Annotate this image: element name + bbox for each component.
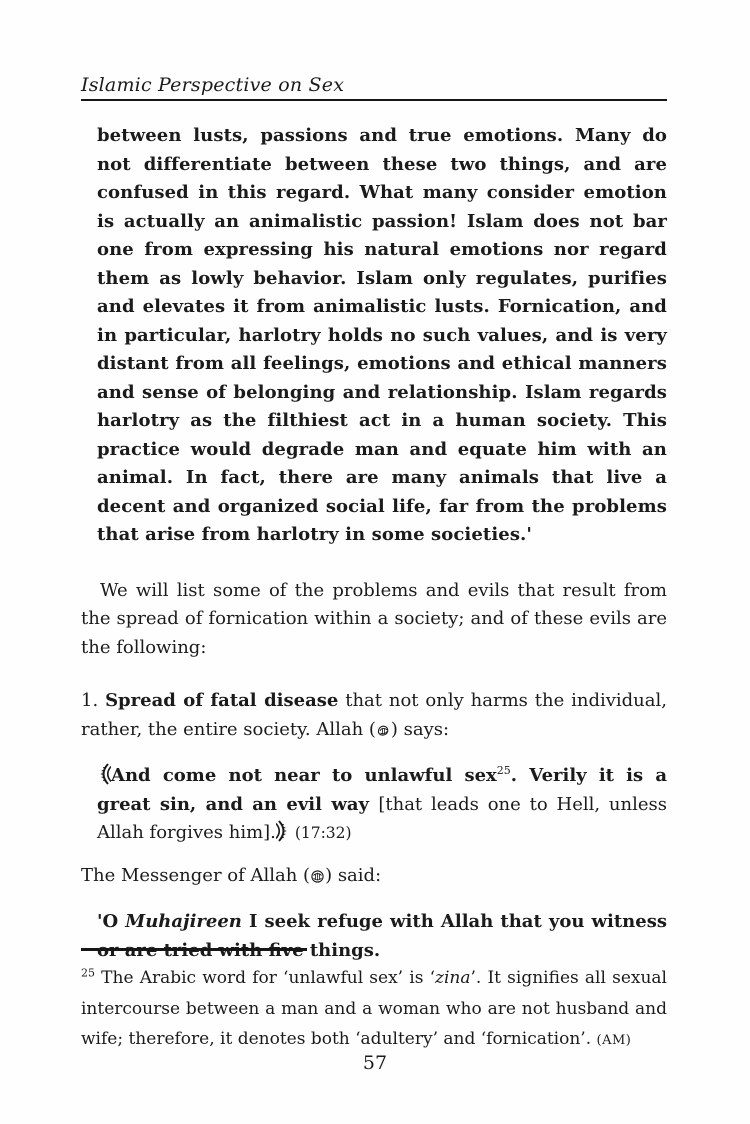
- footnote-separator-rule: [81, 948, 307, 951]
- footnote-text-b: ’. It signifies all sexual intercourse between a man and a woman who are not husband and wife; therefore, it denotes both ‘adultery’ and ‘fornication’.: [81, 968, 667, 1049]
- page-content: [81, 74, 667, 965]
- honorific-jalla-jalaluhu-icon: [376, 723, 391, 738]
- list-item-lead: Spread of fatal disease: [105, 690, 339, 711]
- page-number: 57: [362, 1052, 388, 1074]
- list-item-text-b: ) says:: [390, 718, 450, 740]
- footnote-text-a: The Arabic word for ‘unlawful sex’ is ‘: [95, 968, 435, 988]
- verse-reference: (17:32): [289, 824, 352, 842]
- list-item-1-paragraph: [81, 687, 667, 744]
- page-title: Islamic Perspective on Sex: [81, 74, 345, 96]
- hadith-italic-term: Muhajireen: [125, 911, 242, 932]
- footnote-source: (AM): [596, 1033, 632, 1048]
- footnote-area: [81, 948, 667, 1057]
- footnote-25: [81, 963, 667, 1057]
- ornate-open-bracket-icon: [97, 763, 111, 785]
- quran-quote-paragraph: [97, 762, 667, 848]
- running-header: [81, 74, 667, 101]
- hadith-bold-b: I seek refuge with Allah that you witness or are tried with five things.: [97, 911, 667, 961]
- list-item-number: 1.: [81, 690, 106, 711]
- hadith-bold-a: 'O: [97, 911, 126, 932]
- quran-quote-regular: [that leads one to Hell, unless Allah forgives him].: [97, 793, 667, 843]
- quran-quote-bold-a: And come not near to unlawful sex: [111, 765, 497, 786]
- honorific-sallallahu-alayhi-wa-sallam-icon: [310, 869, 325, 884]
- ornate-close-bracket-icon: [276, 820, 290, 842]
- messenger-text-b: ) said:: [325, 864, 382, 886]
- footnote-reference-25[interactable]: 25: [496, 764, 511, 777]
- footnote-italic-term: zina: [435, 968, 471, 988]
- list-item-text-a: that not only harms the individual, rather, the entire society. Allah (: [81, 690, 667, 740]
- messenger-text-a: The Messenger of Allah (: [81, 864, 311, 886]
- opening-quote-paragraph: between lusts, passions and true emotions. Many do not differentiate between these two things, and are confused in this regard. What many consider emotion is actually an animalistic passion! Islam does not bar one from expressing his natural emotions nor regard them as lowly behavior. Islam only regulates, purifies and elevates it from animalistic lusts. Fornication, and in particular, harlotry holds no such values, and is very distant from all feelings, emotions and ethical manners and sense of belonging and relationship. Islam regards harlotry as the filthiest act in a human society. This practice would degrade man and equate him with an animal. In fact, there are many animals that live a decent and organized social life, far from the problems that arise from harlotry in some societies.': [97, 125, 667, 545]
- intro-paragraph: We will list some of the problems and evils that result from the spread of fornication within a society; and of these evils are the following:: [81, 579, 667, 658]
- quran-quote-bold-b: . Verily it is a great sin, and an evil way: [97, 765, 667, 815]
- messenger-paragraph: [81, 862, 667, 891]
- footnote-marker: 25: [81, 966, 95, 980]
